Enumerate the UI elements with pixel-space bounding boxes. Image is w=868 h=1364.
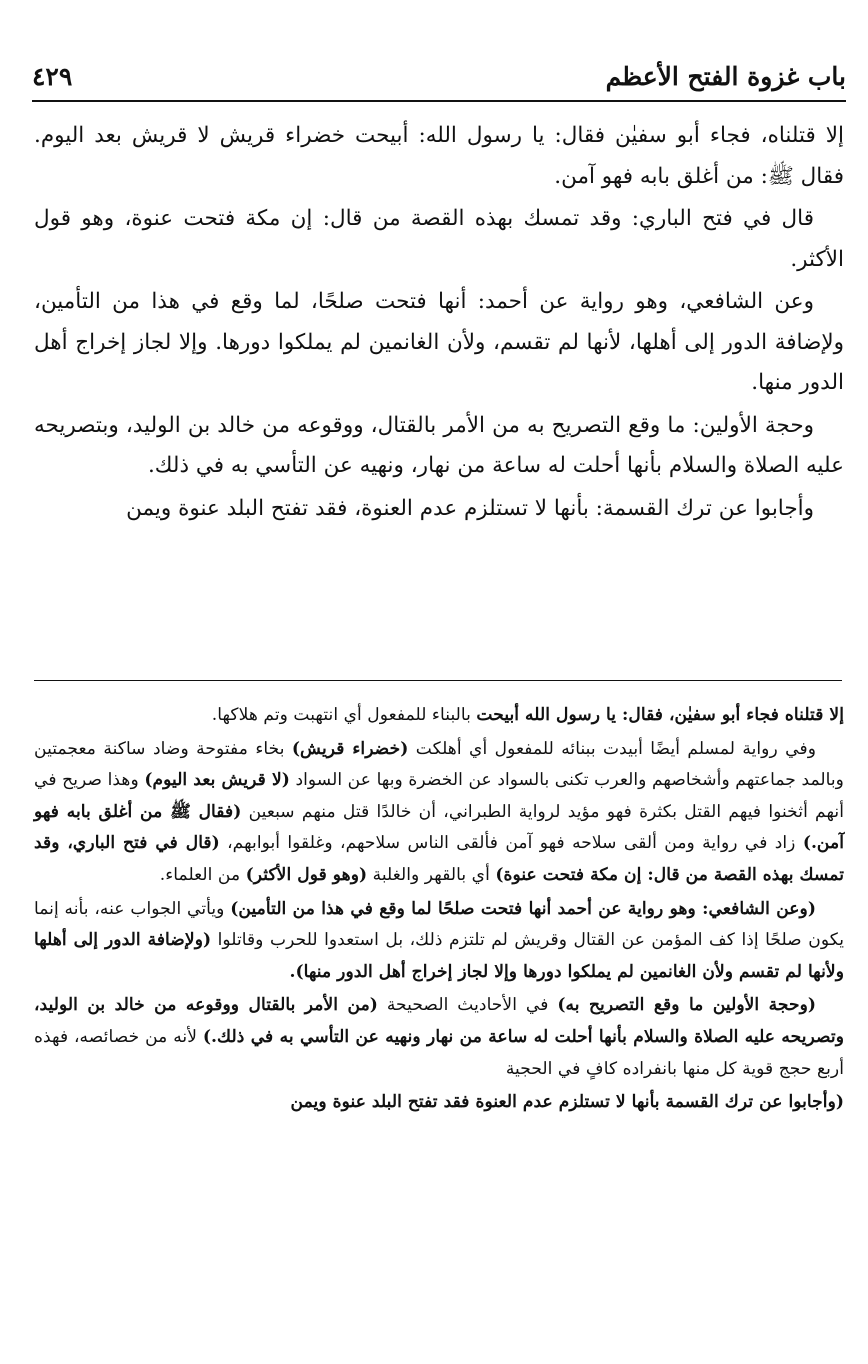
footnote-divider xyxy=(34,680,842,681)
note-text: أي بالقهر والغلبة xyxy=(367,864,496,885)
note-quote: (خضراء قريش) xyxy=(291,738,409,759)
main-paragraph-2: قال في فتح الباري: وقد تمسك بهذه القصة من قال: إن مكة فتحت عنوة، وهو قول الأكثر. xyxy=(34,206,844,272)
page-number: ٤٢٩ xyxy=(32,61,73,91)
note-quote: (وعن الشافعي: وهو رواية عن أحمد أنها فتحت صلحًا لما وقع في هذا من التأمين) xyxy=(230,898,816,919)
note-text: زاد في رواية ومن ألقى سلاحه فهو آمن فألقى الناس سلاحهم، وغلقوا أبوابهم، xyxy=(219,833,803,854)
main-paragraph-5: وأجابوا عن ترك القسمة: بأنها لا تستلزم عدم العنوة، فقد تفتح البلد عنوة ويمن xyxy=(126,495,814,521)
note-quote: (فقال ﷺ من أغلق بابه فهو آمن.) xyxy=(34,801,844,854)
note-quote: (من الأمر بالقتال ووقوعه من خالد بن الوليد، وتصريحه عليه الصلاة والسلام بأنها أحلت له ساعة من نهار ونهيه عن التأسي به في ذلك.) xyxy=(34,995,844,1047)
main-paragraph-1: إلا قتلناه، فجاء أبو سفيٰن فقال: يا رسول الله: أبيحت خضراء قريش لا قريش بعد اليوم. فقال ﷺ: من أغلق بابه فهو آمن. xyxy=(34,123,844,189)
running-header xyxy=(32,52,846,102)
note-text: وفي رواية لمسلم أيضًا أبيدت ببنائه للمفعول أي أهلكت xyxy=(408,738,817,759)
chapter-title: باب غزوة الفتح الأعظم xyxy=(605,61,846,91)
note-text: في الأحاديث الصحيحة xyxy=(377,995,558,1016)
note-quote: إلا قتلناه فجاء أبو سفيٰن، فقال: يا رسول الله أبيحت xyxy=(476,705,844,725)
note-quote: (قال في فتح الباري، وقد تمسك بهذه القصة من قال: إن مكة فتحت عنوة) xyxy=(34,833,844,885)
main-paragraph-4: وحجة الأولين: ما وقع التصريح به من الأمر بالقتال، ووقوعه من خالد بن الوليد، وبتصريحه عليه الصلاة والسلام بأنها أحلت له ساعة من نهار، ونهيه عن التأسي به في ذلك. xyxy=(34,412,844,478)
note-paragraph-4 xyxy=(34,990,844,1085)
note-quote: (وهو قول الأكثر) xyxy=(245,864,368,885)
note-quote: (وأجابوا عن ترك القسمة بأنها لا تستلزم عدم العنوة فقد تفتح البلد عنوة ويمن xyxy=(290,1092,844,1113)
note-quote: (لا قريش بعد اليوم) xyxy=(144,770,290,791)
main-text xyxy=(34,116,844,531)
note-text: ويأتي الجواب عنه، بأنه إنما يكون صلحًا إذا كف المؤمن عن القتال وقريش لم تلتزم ذلك، بل استعدوا للحرب وقاتلوا xyxy=(34,898,844,951)
note-quote: (ولإضافة الدور إلى أهلها ولأنها لم تقسم ولأن الغانمين لم يملكوا دورها وإلا لجاز إخراج أهل الدور منها). xyxy=(34,930,844,982)
note-paragraph-3 xyxy=(34,894,844,989)
note-text: وهذا صريح في أنهم أثخنوا فيهم القتل بكثرة فهو مؤيد لرواية الطبراني، أن خالدًا قتل منهم سبعين xyxy=(34,770,844,822)
note-quote: (وحجة الأولين ما وقع التصريح به) xyxy=(557,995,817,1016)
commentary xyxy=(34,700,844,1121)
note-text: بخاء مفتوحة وضاد ساكنة معجمتين وبالمد جماعتهم وأشخاصهم والعرب تكنى بالسواد عن الخضرة وبها عن السواد xyxy=(34,738,844,791)
note-text: من العلماء. xyxy=(159,864,246,885)
note-paragraph-1 xyxy=(34,700,844,732)
main-paragraph-3: وعن الشافعي، وهو رواية عن أحمد: أنها فتحت صلحًا، لما وقع في هذا من التأمين، ولإضافة الدور إلى أهلها، لأنها لم تقسم، ولأن الغانمين لم يملكوا دورها. وإلا لجاز إخراج أهل الدور منها. xyxy=(34,289,844,395)
note-text: لأنه من خصائصه، فهذه أربع حجج قوية كل منها بانفراده كافٍ في الحجية xyxy=(34,1026,844,1079)
note-text: بالبناء للمفعول أي انتهبت وتم هلاكها. xyxy=(211,705,477,725)
note-paragraph-2 xyxy=(34,734,844,892)
note-paragraph-5 xyxy=(34,1087,844,1119)
